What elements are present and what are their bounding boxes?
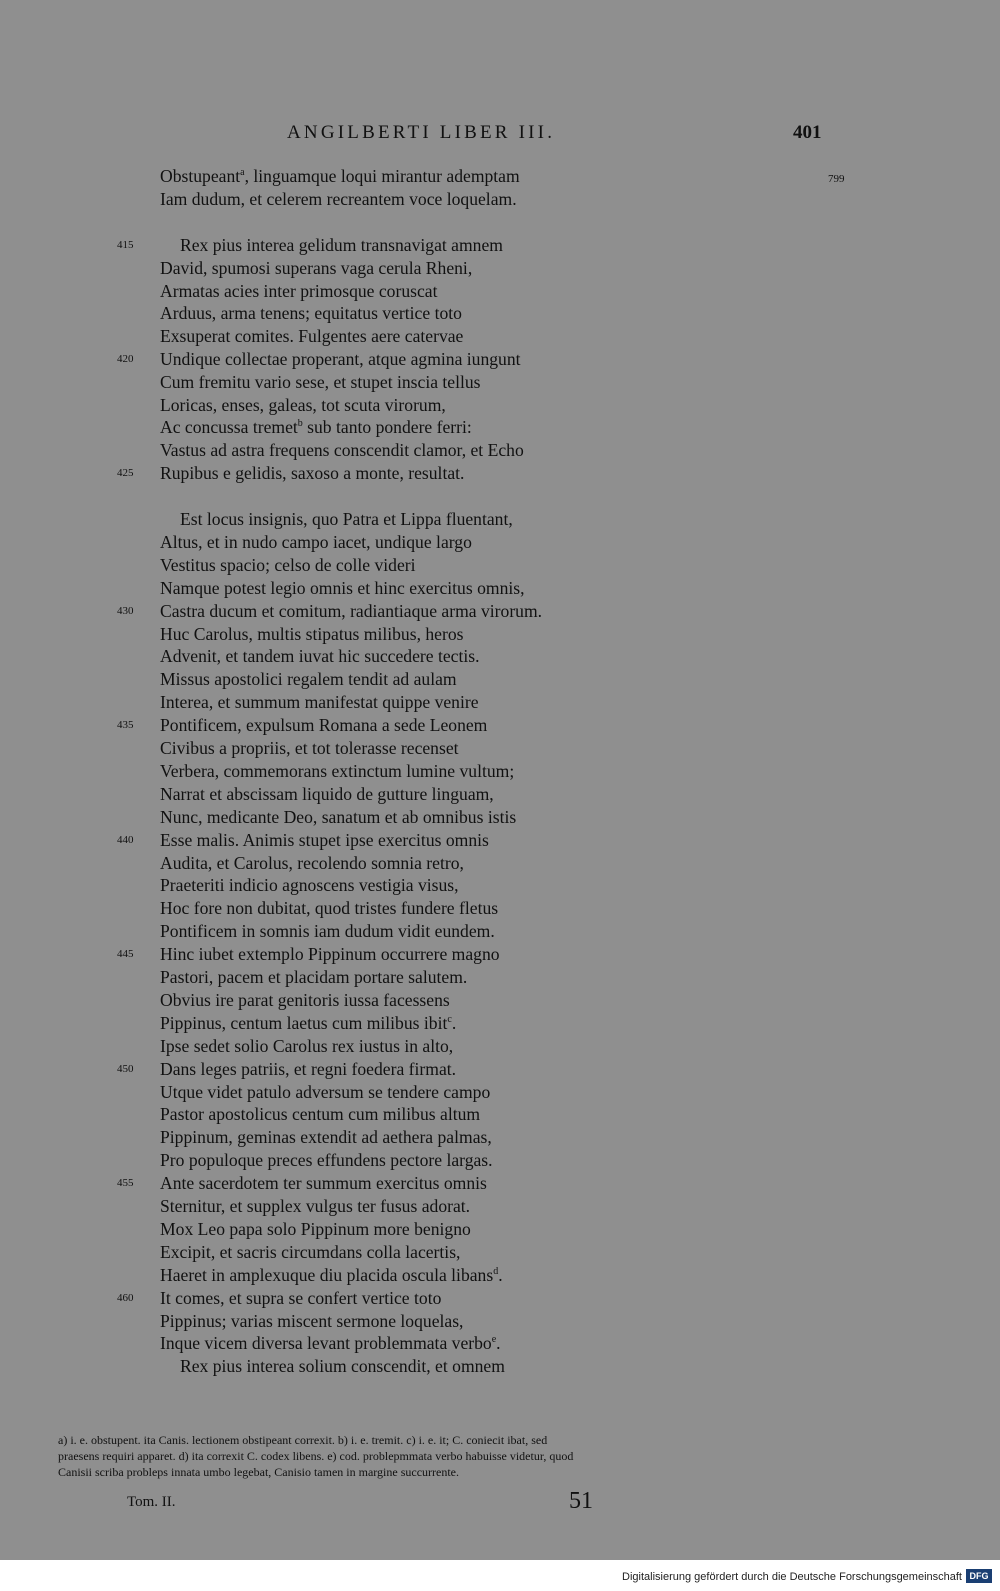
verse-line bbox=[160, 463, 464, 483]
verse-text: Nunc, medicante Deo, sanatum et ab omnibus istis bbox=[160, 806, 517, 827]
verse-text: Verbera, commemorans extinctum lumine vultum; bbox=[160, 760, 515, 781]
verse-text-continuation: . bbox=[451, 1012, 457, 1033]
verse-line bbox=[160, 189, 517, 209]
verse-text: Rex pius interea solium conscendit, et omnem bbox=[180, 1356, 505, 1377]
verse-line bbox=[160, 440, 524, 460]
verse-line bbox=[160, 967, 467, 987]
verse-text: Namque potest legio omnis et hinc exercitus omnis, bbox=[160, 577, 525, 598]
verse-text: Obvius ire parat genitoris iussa facessens bbox=[160, 989, 450, 1010]
verse-line bbox=[160, 1196, 470, 1216]
verse-text: Obstupeant bbox=[160, 166, 241, 186]
line-number: 435 bbox=[117, 719, 134, 732]
verse-line bbox=[160, 166, 520, 186]
verse-text: Dans leges patriis, et regni foedera firmat. bbox=[160, 1058, 457, 1079]
verse-text: Huc Carolus, multis stipatus milibus, heros bbox=[160, 623, 464, 644]
verse-text: Interea, et summum manifestat quippe venire bbox=[160, 692, 479, 713]
line-number: 460 bbox=[117, 1291, 134, 1304]
verse-line bbox=[160, 1242, 460, 1262]
verse-line bbox=[160, 646, 480, 666]
footnote-marker: a bbox=[240, 167, 245, 179]
verse-text: Pro populoque preces effundens pectore largas. bbox=[160, 1150, 493, 1171]
verse-line bbox=[160, 326, 463, 346]
verse-text: Pontificem, expulsum Romana a sede Leonem bbox=[160, 715, 488, 736]
verse-text: Sternitur, et supplex vulgus ter fusus adorat. bbox=[160, 1196, 471, 1216]
verse-text: Armatas acies inter primosque coruscat bbox=[160, 280, 438, 301]
verse-line bbox=[160, 921, 495, 941]
verse-line bbox=[160, 990, 450, 1010]
footnote-marker: d bbox=[493, 1265, 499, 1277]
margin-reference-number: 799 bbox=[828, 173, 845, 185]
verse-line bbox=[160, 1311, 463, 1331]
verse-text: Ac concussa tremet bbox=[160, 417, 298, 438]
verse-line bbox=[160, 1333, 501, 1353]
verse-text: Civibus a propriis, et tot tolerasse recenset bbox=[160, 738, 459, 758]
footnote-marker: c bbox=[447, 1013, 452, 1025]
verse-line bbox=[180, 235, 503, 255]
verse-text-continuation: sub tanto pondere ferri: bbox=[302, 417, 472, 438]
verse-line bbox=[160, 761, 514, 781]
verse-line bbox=[160, 853, 464, 873]
verse-text: David, spumosi superans vaga cerula Rheni, bbox=[160, 257, 473, 278]
verse-text: Inque vicem diversa levant problemmata verbo bbox=[160, 1333, 492, 1354]
verse-line bbox=[160, 303, 462, 323]
verse-text-continuation: . bbox=[498, 1264, 503, 1285]
verse-text: Pontificem in somnis iam dudum vidit eundem. bbox=[160, 921, 495, 942]
verse-line bbox=[160, 1059, 456, 1079]
verse-text-continuation: . bbox=[496, 1333, 501, 1354]
verse-line bbox=[180, 509, 513, 529]
verse-line bbox=[160, 1036, 453, 1056]
line-number: 440 bbox=[117, 833, 134, 846]
volume-label: Tom. II. bbox=[127, 1494, 176, 1510]
verse-text-continuation: , linguamque loqui mirantur ademptam bbox=[244, 166, 520, 186]
verse-line bbox=[160, 258, 472, 278]
verse-text: Pippinus, centum laetus cum milibus ibit bbox=[160, 1012, 448, 1033]
line-number: 455 bbox=[117, 1177, 134, 1190]
verse-text: Pastor apostolicus centum cum milibus altum bbox=[160, 1104, 481, 1125]
verse-line bbox=[160, 1219, 471, 1239]
verse-line bbox=[160, 395, 446, 415]
verse-line bbox=[160, 555, 416, 575]
verse-text: Praeteriti indicio agnoscens vestigia visus, bbox=[160, 875, 459, 896]
verse-text: Altus, et in nudo campo iacet, undique largo bbox=[160, 531, 472, 552]
verse-text: Vestitus spacio; celso de colle videri bbox=[160, 554, 416, 575]
verse-line bbox=[160, 807, 516, 827]
verse-text: Ipse sedet solio Carolus rex iustus in alto, bbox=[160, 1035, 454, 1056]
verse-text: Iam dudum, et celerem recreantem voce loquelam. bbox=[160, 189, 517, 209]
verse-line bbox=[160, 281, 438, 301]
verse-text: Narrat et abscissam liquido de gutture linguam, bbox=[160, 783, 494, 804]
verse-line bbox=[160, 349, 521, 369]
signature-mark: 51 bbox=[569, 1488, 593, 1514]
verse-text: Pippinus; varias miscent sermone loquelas, bbox=[160, 1310, 464, 1331]
footnote-line: Canisii scriba probleps innata umbo legebat, Canisio tamen in margine succurrente. bbox=[58, 1465, 460, 1479]
verse-line bbox=[160, 1082, 490, 1102]
verse-text: Loricas, enses, galeas, tot scuta virorum, bbox=[160, 394, 446, 415]
verse-text: Hoc fore non dubitat, quod tristes fundere fletus bbox=[160, 898, 499, 919]
line-number: 430 bbox=[117, 604, 134, 617]
line-number: 425 bbox=[117, 467, 134, 479]
verse-text: Rex pius interea gelidum transnavigat amnem bbox=[180, 235, 503, 255]
verse-text: Excipit, et sacris circumdans colla lacertis, bbox=[160, 1241, 461, 1262]
verse-line bbox=[160, 1104, 480, 1124]
verse-line bbox=[160, 875, 459, 895]
dfg-logo: DFG bbox=[966, 1569, 992, 1583]
footnotes bbox=[58, 1432, 818, 1480]
verse-text: Hinc iubet extemplo Pippinum occurrere magno bbox=[160, 944, 500, 965]
verse-line bbox=[160, 944, 500, 964]
verse-text: Arduus, arma tenens; equitatus vertice toto bbox=[160, 303, 462, 324]
verse-text: Mox Leo papa solo Pippinum more benigno bbox=[160, 1218, 471, 1239]
verse-text: Rupibus e gelidis, saxoso a monte, resultat. bbox=[160, 463, 465, 483]
verse-text: Ante sacerdotem ter summum exercitus omnis bbox=[160, 1173, 487, 1194]
verse-text: Est locus insignis, quo Patra et Lippa fluentant, bbox=[180, 509, 513, 529]
line-number: 450 bbox=[117, 1062, 134, 1075]
verse-text: Cum fremitu vario sese, et stupet inscia tellus bbox=[160, 371, 481, 392]
verse-text: Undique collectae properant, atque agmina iungunt bbox=[160, 349, 521, 369]
verse-line bbox=[160, 898, 498, 918]
verse-text: It comes, et supra se confert vertice toto bbox=[160, 1287, 442, 1308]
funding-notice: Digitalisierung gefördert durch die Deutsche Forschungsgemeinschaft bbox=[622, 1571, 962, 1583]
verse-text: Vastus ad astra frequens conscendit clamor, et Echo bbox=[160, 440, 524, 461]
verse-line bbox=[160, 601, 542, 621]
verse-text: Castra ducum et comitum, radiantiaque arma virorum. bbox=[160, 600, 543, 621]
running-header-title: ANGILBERTI LIBER III. bbox=[287, 122, 556, 143]
verse-line bbox=[160, 1150, 493, 1170]
verse-line bbox=[160, 784, 494, 804]
verse-text: Audita, et Carolus, recolendo somnia retro, bbox=[160, 852, 464, 873]
page-number: 401 bbox=[793, 122, 822, 143]
verse-line bbox=[160, 372, 481, 392]
verse-text: Utque videt patulo adversum se tendere campo bbox=[160, 1081, 491, 1102]
verse-text: Pippinum, geminas extendit ad aethera palmas, bbox=[160, 1127, 492, 1148]
verse-line bbox=[160, 1265, 503, 1285]
verse-line bbox=[160, 692, 479, 712]
verse-text: Advenit, et tandem iuvat hic succedere tectis. bbox=[160, 646, 480, 667]
footnote-marker: b bbox=[297, 418, 303, 430]
verse-line bbox=[160, 417, 472, 437]
footnote-line: praesens requiri apparet. d) ita correxit C. codex libens. e) cod. problepmmata verbo habuisse videtur, quod bbox=[58, 1449, 574, 1463]
line-number: 420 bbox=[117, 353, 134, 365]
verse-line bbox=[160, 624, 463, 644]
verse-line bbox=[160, 1173, 487, 1193]
verse-text: Esse malis. Animis stupet ipse exercitus omnis bbox=[160, 829, 489, 850]
verse-line bbox=[160, 1013, 456, 1033]
verse-line bbox=[160, 738, 459, 758]
verse-line bbox=[160, 578, 525, 598]
verse-text: Missus apostolici regalem tendit ad aulam bbox=[160, 669, 457, 690]
verse-text: Haeret in amplexuque diu placida oscula libans bbox=[160, 1264, 494, 1285]
verse-line bbox=[160, 1127, 492, 1147]
verse-line bbox=[160, 532, 472, 552]
verse-line bbox=[160, 1288, 441, 1308]
footnote-line: a) i. e. obstupent. ita Canis. lectionem obstipeant correxit. b) i. e. tremit. c) i. e. it; C. coniecit ibat, sed bbox=[58, 1433, 548, 1447]
verse-line bbox=[160, 830, 489, 850]
verse-line bbox=[180, 1356, 505, 1376]
verse-line bbox=[160, 715, 487, 735]
verse-line bbox=[160, 669, 457, 689]
line-number: 415 bbox=[117, 239, 134, 251]
verse-text: Exsuperat comites. Fulgentes aere catervae bbox=[160, 326, 464, 347]
verse-text: Pastori, pacem et placidam portare salutem. bbox=[160, 967, 468, 987]
line-number: 445 bbox=[117, 948, 134, 961]
footnote-marker: e bbox=[491, 1334, 497, 1346]
